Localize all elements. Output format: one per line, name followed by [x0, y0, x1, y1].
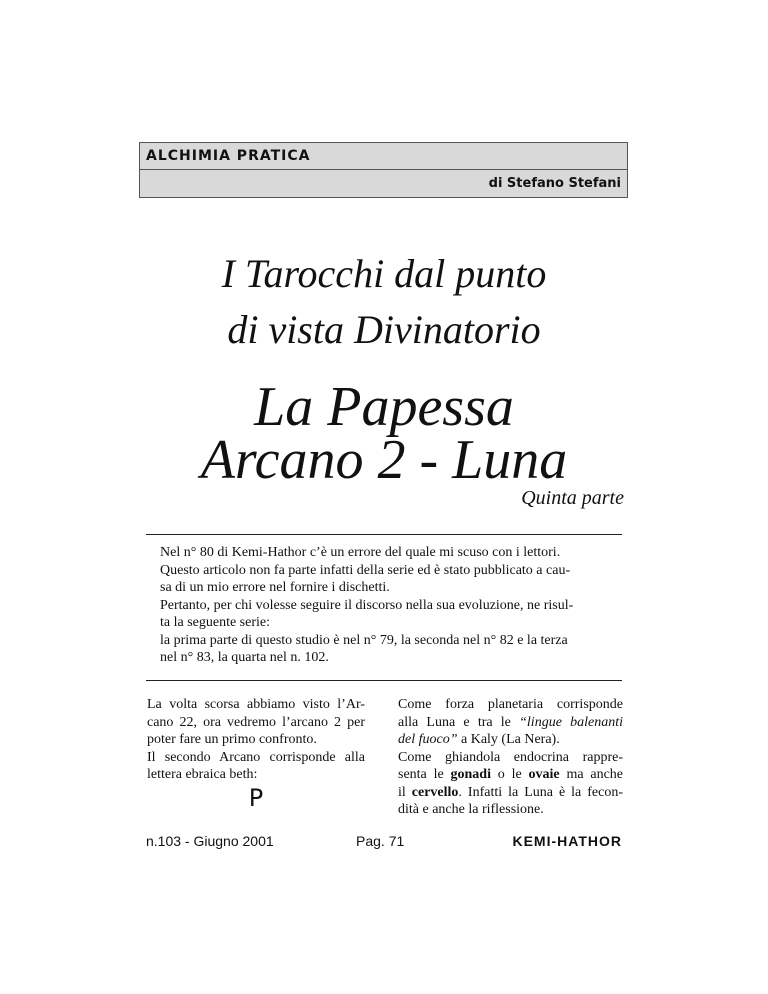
part-subtitle: Quinta parte: [521, 487, 624, 509]
quoted-text: del fuoco”: [398, 732, 458, 747]
body-text: alla Luna e tra le: [398, 714, 520, 730]
hebrew-letter-glyph: P: [248, 783, 264, 812]
body-text: il: [398, 784, 412, 800]
main-title-line-2: Arcano 2 - Luna: [200, 429, 568, 491]
main-title-line-1: La Papessa: [254, 376, 514, 438]
editorial-note: [160, 544, 615, 667]
note-line: Nel n° 80 di Kemi-Hathor c’è un errore del quale mi scuso con i lettori.: [160, 545, 561, 560]
divider-bottom: [146, 680, 622, 681]
author-byline: di Stefano Stefani: [488, 176, 621, 191]
body-line: [398, 766, 623, 784]
note-line: nel n° 83, la quarta nel n. 102.: [160, 650, 329, 665]
body-line: [398, 731, 623, 749]
footer-magazine: KEMI-HATHOR: [512, 833, 622, 849]
body-line: dità e anche la riflessione.: [398, 802, 544, 817]
body-text: ma anche: [559, 767, 623, 782]
body-text: . Infatti la Luna è la fecon-: [458, 784, 624, 800]
footer-page-number: Pag. 71: [356, 833, 405, 849]
section-header-top: [140, 143, 627, 170]
body-text: senta le: [398, 767, 451, 782]
note-line: Pertanto, per chi volesse seguire il discorso nella sua evoluzione, ne risul-: [160, 597, 574, 613]
body-line: poter fare un primo confronto.: [147, 732, 317, 747]
footer-issue: n.103 - Giugno 2001: [146, 833, 274, 849]
bold-term: gonadi: [450, 767, 491, 782]
body-line: La volta scorsa abbiamo visto l’Ar-: [147, 697, 365, 712]
section-header-bottom: [140, 170, 627, 197]
body-column-left: [147, 696, 365, 812]
body-text: a Kaly (La Nera).: [457, 732, 560, 747]
note-line: Questo articolo non fa parte infatti della serie ed è stato pubblicato a cau-: [160, 562, 571, 578]
body-line: lettera ebraica beth:: [147, 767, 258, 782]
bold-term: ovaie: [528, 767, 560, 782]
body-line: cano 22, ora vedremo l’arcano 2 per: [147, 714, 365, 730]
note-line: ta la seguente serie:: [160, 615, 271, 630]
note-line: la prima parte di questo studio è nel n° 79, la seconda nel n° 82 e la terza: [160, 632, 568, 648]
body-text: o le: [490, 767, 529, 782]
body-line: [398, 714, 623, 732]
title-line-2: di vista Divinatorio: [227, 307, 541, 352]
body-column-right: [398, 696, 623, 819]
note-line: sa di un mio errore nel fornire i dischetti.: [160, 580, 390, 595]
divider-top: [146, 534, 622, 535]
quoted-text: “lingue balenanti: [519, 714, 623, 730]
body-line: Come forza planetaria corrisponde: [398, 697, 623, 712]
section-header: [139, 142, 628, 198]
body-line: Come ghiandola endocrina rappre-: [398, 749, 623, 765]
section-label: ALCHIMIA PRATICA: [146, 148, 311, 164]
bold-term: cervello: [411, 784, 459, 800]
body-line: Il secondo Arcano corrisponde alla: [147, 749, 365, 765]
title-line-1: I Tarocchi dal punto: [221, 251, 547, 296]
body-line: [398, 784, 623, 802]
